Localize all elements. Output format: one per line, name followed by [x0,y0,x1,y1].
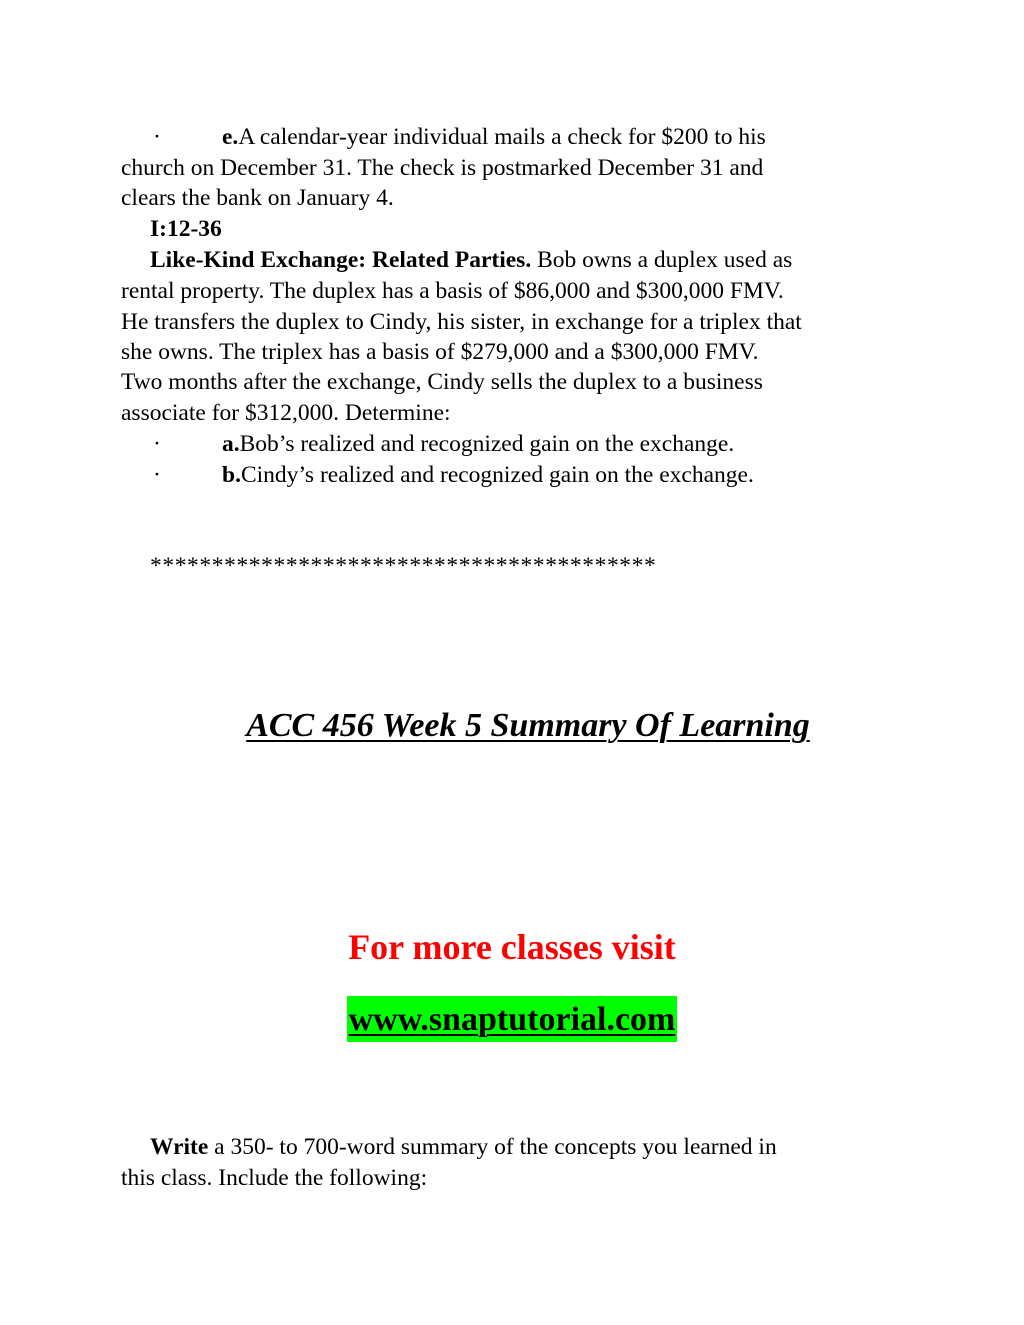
section-heading: ACC 456 Week 5 Summary Of Learning [246,707,810,744]
item-text: Cindy’s realized and recognized gain on the exchange. [240,462,754,488]
problem-1236-line-4: she owns. The triplex has a basis of $279,000 and a $300,000 FMV. [121,339,759,365]
assignment-line-1 [150,1132,777,1162]
problem-e-line-2: church on December 31. The check is postmarked December 31 and [121,155,764,181]
problem-1236-line-3: He transfers the duplex to Cindy, his sister, in exchange for a triplex that [121,309,802,335]
bullet: · [153,431,161,457]
promo-link[interactable]: www.snaptutorial.com [347,996,678,1042]
problem-title: Like-Kind Exchange: Related Parties. [150,247,532,273]
bullet: · [153,462,161,488]
assignment-text: a 350- to 700-word summary of the concepts you learned in [208,1134,777,1160]
problem-1236-line-6: associate for $312,000. Determine: [121,400,451,426]
problem-e-line-1 [150,122,766,152]
assignment-line-2: this class. Include the following: [121,1165,428,1191]
separator: ***************************************** [150,553,657,579]
problem-1236-line-1 [150,245,792,275]
promo-text: For more classes visit [348,927,676,967]
problem-number [150,214,222,244]
list-item [150,460,754,490]
problem-e-text: A calendar-year individual mails a check for $200 to his [238,124,766,150]
item-letter: a. [222,431,240,457]
problem-number-text: I:12-36 [150,216,222,242]
bullet: · [153,124,161,150]
assignment-verb: Write [150,1134,209,1160]
problem-1236-line-5: Two months after the exchange, Cindy sells the duplex to a business [121,369,763,395]
item-text: Bob’s realized and recognized gain on the exchange. [239,431,735,457]
problem-1236-line-2: rental property. The duplex has a basis of $86,000 and $300,000 FMV. [121,278,784,304]
list-item [150,429,734,459]
item-letter: e. [222,124,239,150]
item-letter: b. [222,462,241,488]
promo-link-wrap [0,996,1024,1042]
problem-e-line-3: clears the bank on January 4. [121,185,394,211]
problem-text: Bob owns a duplex used as [531,247,793,273]
